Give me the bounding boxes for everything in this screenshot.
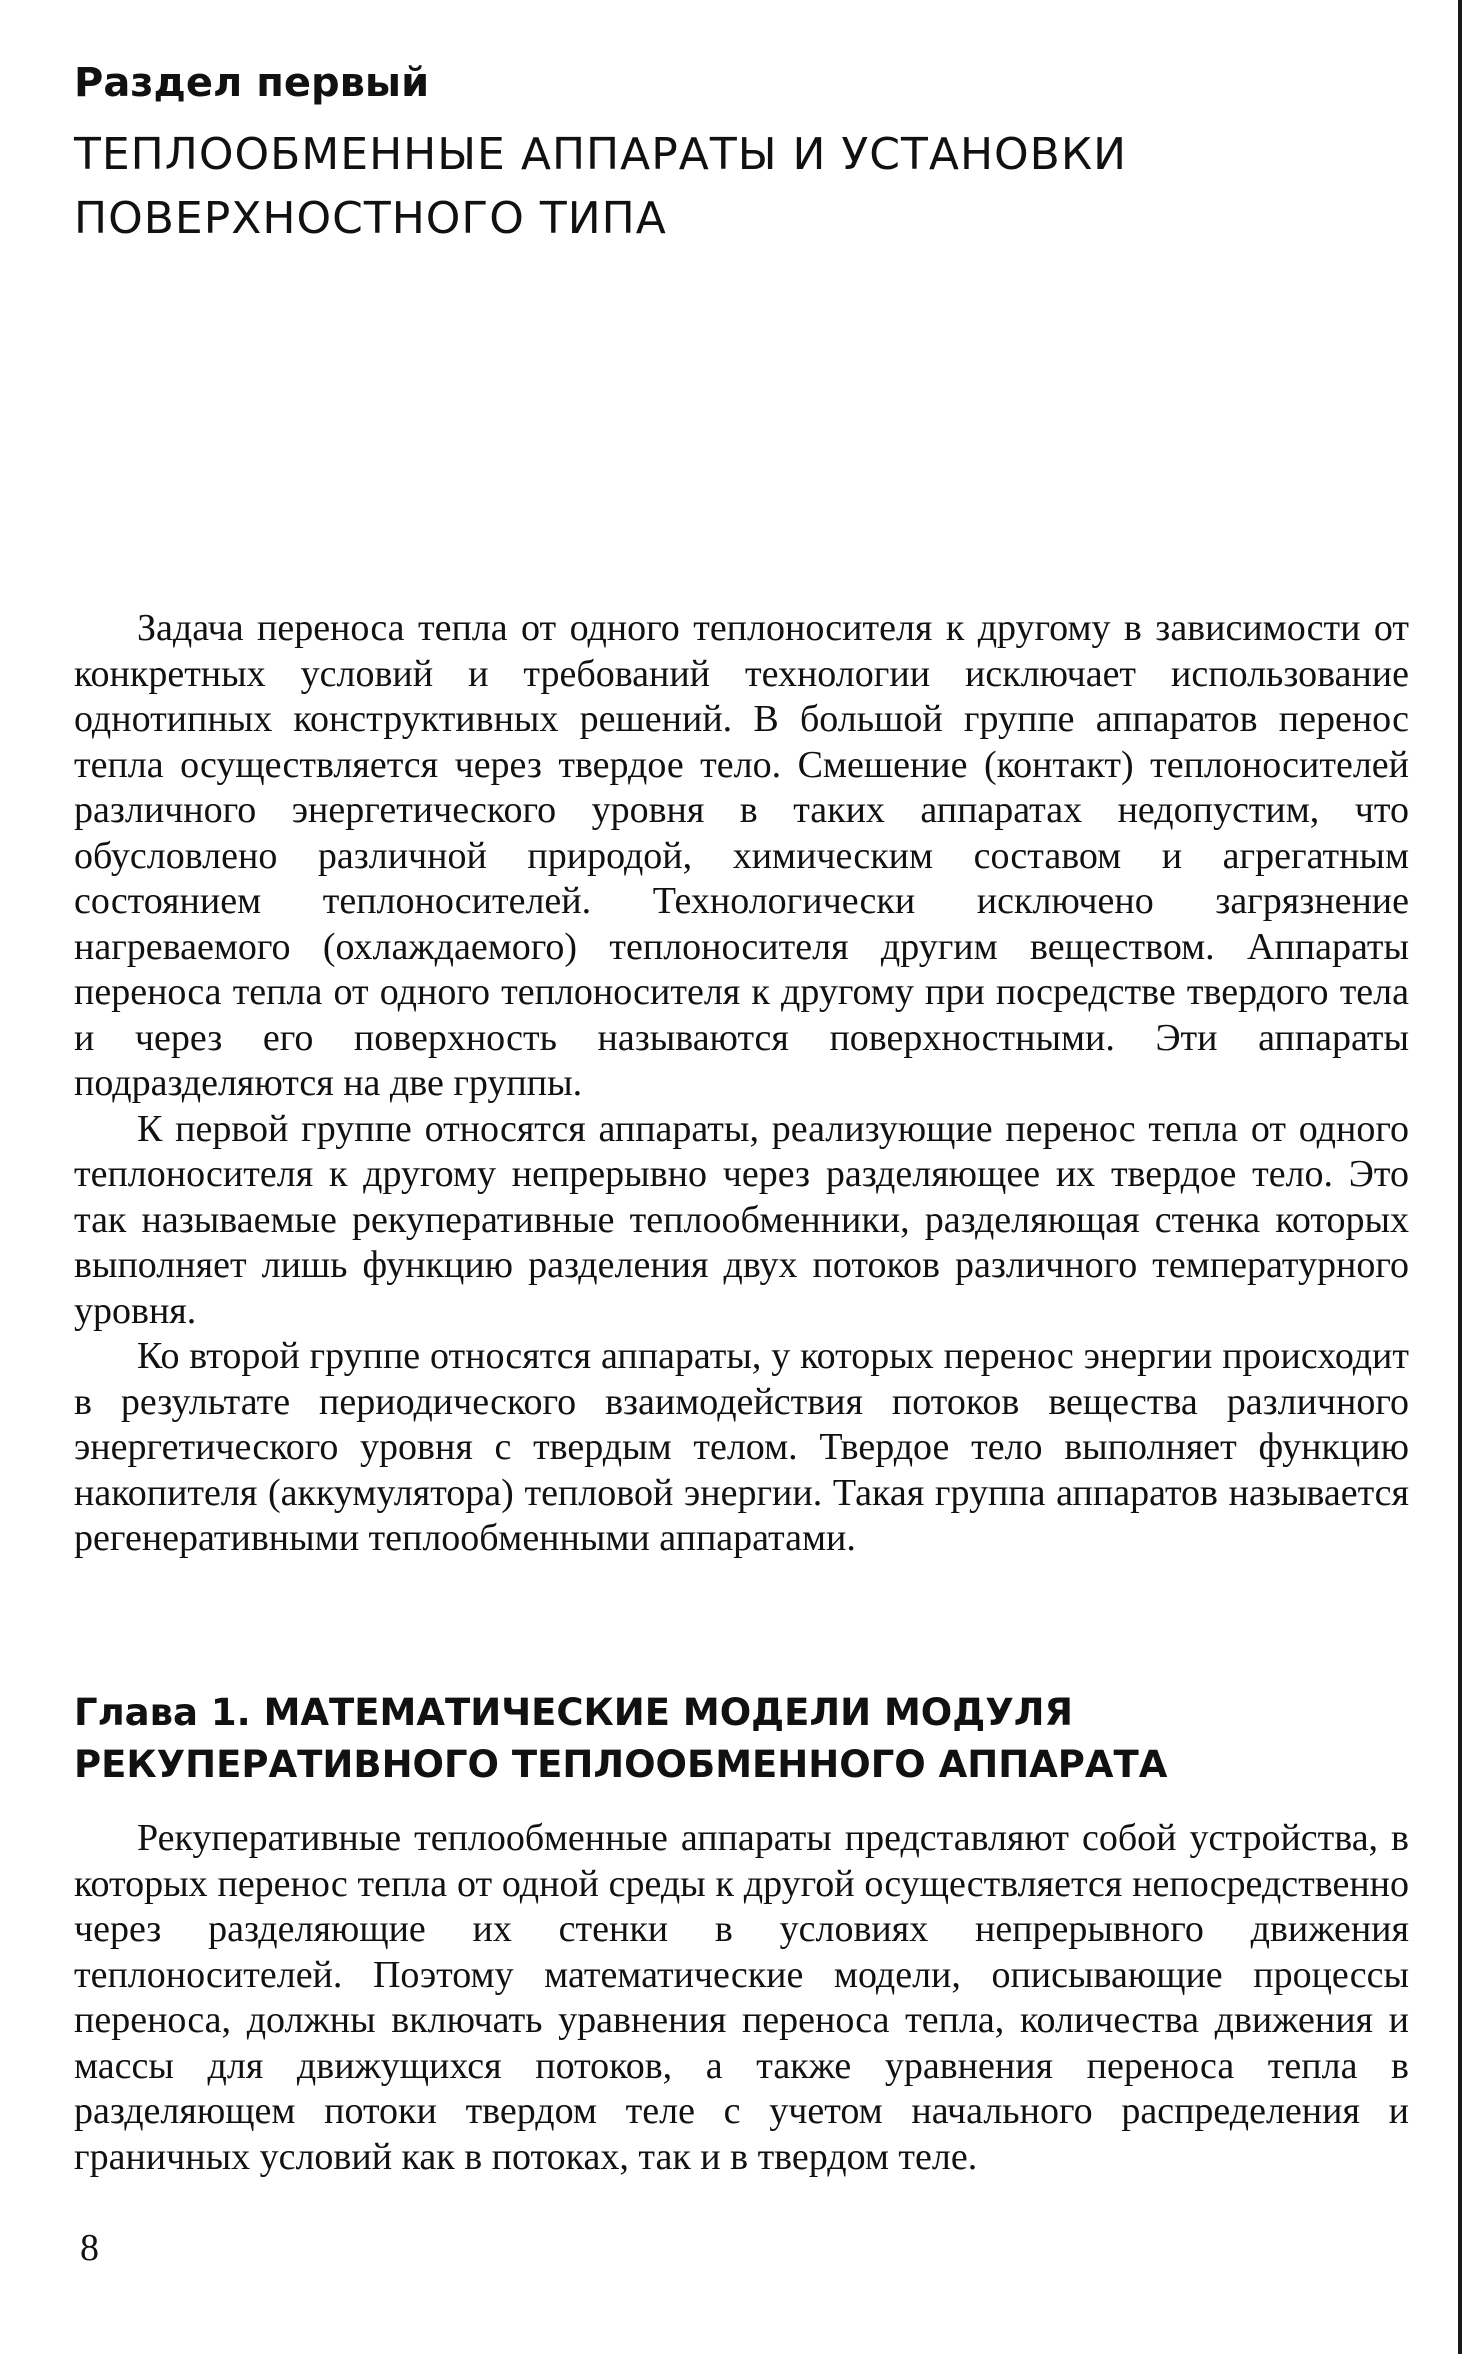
section-title-line: ТЕПЛООБМЕННЫЕ АППАРАТЫ И УСТАНОВКИ — [74, 129, 1128, 180]
chapter-title-line: Глава 1. МАТЕМАТИЧЕСКИЕ МОДЕЛИ МОДУЛЯ — [74, 1691, 1073, 1734]
section-title-line: ПОВЕРХНОСТНОГО ТИПА — [74, 193, 667, 244]
chapter-title — [74, 1687, 1409, 1791]
section-label: Раздел первый — [74, 60, 430, 106]
section-title — [74, 123, 1374, 251]
paragraph: Рекуперативные теплообменные аппараты представляют собой устройства, в которых перенос тепла от одной среды к другой осуществляется непосредственно через разделяющие их стенки в условиях непрерывного движения теплоносителей. Поэтому математические модели, описывающие процессы переноса, должны включать уравнения переноса тепла, количества движения и массы для движущихся потоков, а также уравнения переноса тепла в разделяющем потоки твердом теле с учетом начального распределения и граничных условий как в потоках, так и в твердом теле. — [74, 1817, 1409, 2178]
page-edge-border — [1458, 0, 1462, 2354]
chapter-title-line: РЕКУПЕРАТИВНОГО ТЕПЛООБМЕННОГО АППАРАТА — [74, 1743, 1168, 1786]
paragraph: Ко второй группе относятся аппараты, у которых перенос энергии происходит в результате периодического взаимодействия потоков вещества различного энергетического уровня с твердым телом. Твердое тело выполняет функцию накопителя (аккумулятора) тепловой энергии. Такая группа аппаратов называется регенеративными теплообменными аппаратами. — [74, 1335, 1409, 1559]
paragraph: К первой группе относятся аппараты, реализующие перенос тепла от одного теплоносителя к другому непрерывно через разделяющее их твердое тело. Это так называемые рекуперативные теплообменники, разделяющая стенка которых выполняет лишь функцию разделения двух потоков различного температурного уровня. — [74, 1107, 1409, 1332]
intro-text — [74, 606, 1409, 1562]
paragraph: Задача переноса тепла от одного теплоносителя к другому в зависимости от конкретных условий и требований технологии исключает использование однотипных конструктивных решений. В большой группе аппаратов перенос тепла осуществляется через твердое тело. Смешение (контакт) теплоносителей различного энергетического уровня в таких аппаратах недопустим, что обусловлено различной природой, химическим составом и агрегатным состоянием теплоносителей. Технологически исключено загрязнение нагреваемого (охлаждаемого) теплоносителя другим веществом. Аппараты переноса тепла от одного теплоносителя к другому при посредстве твердого тела и через его поверхность называются поверхностными. Эти аппараты подразделяются на две группы. — [74, 607, 1409, 1104]
chapter-text — [74, 1816, 1409, 2180]
page-number: 8 — [80, 2227, 99, 2269]
